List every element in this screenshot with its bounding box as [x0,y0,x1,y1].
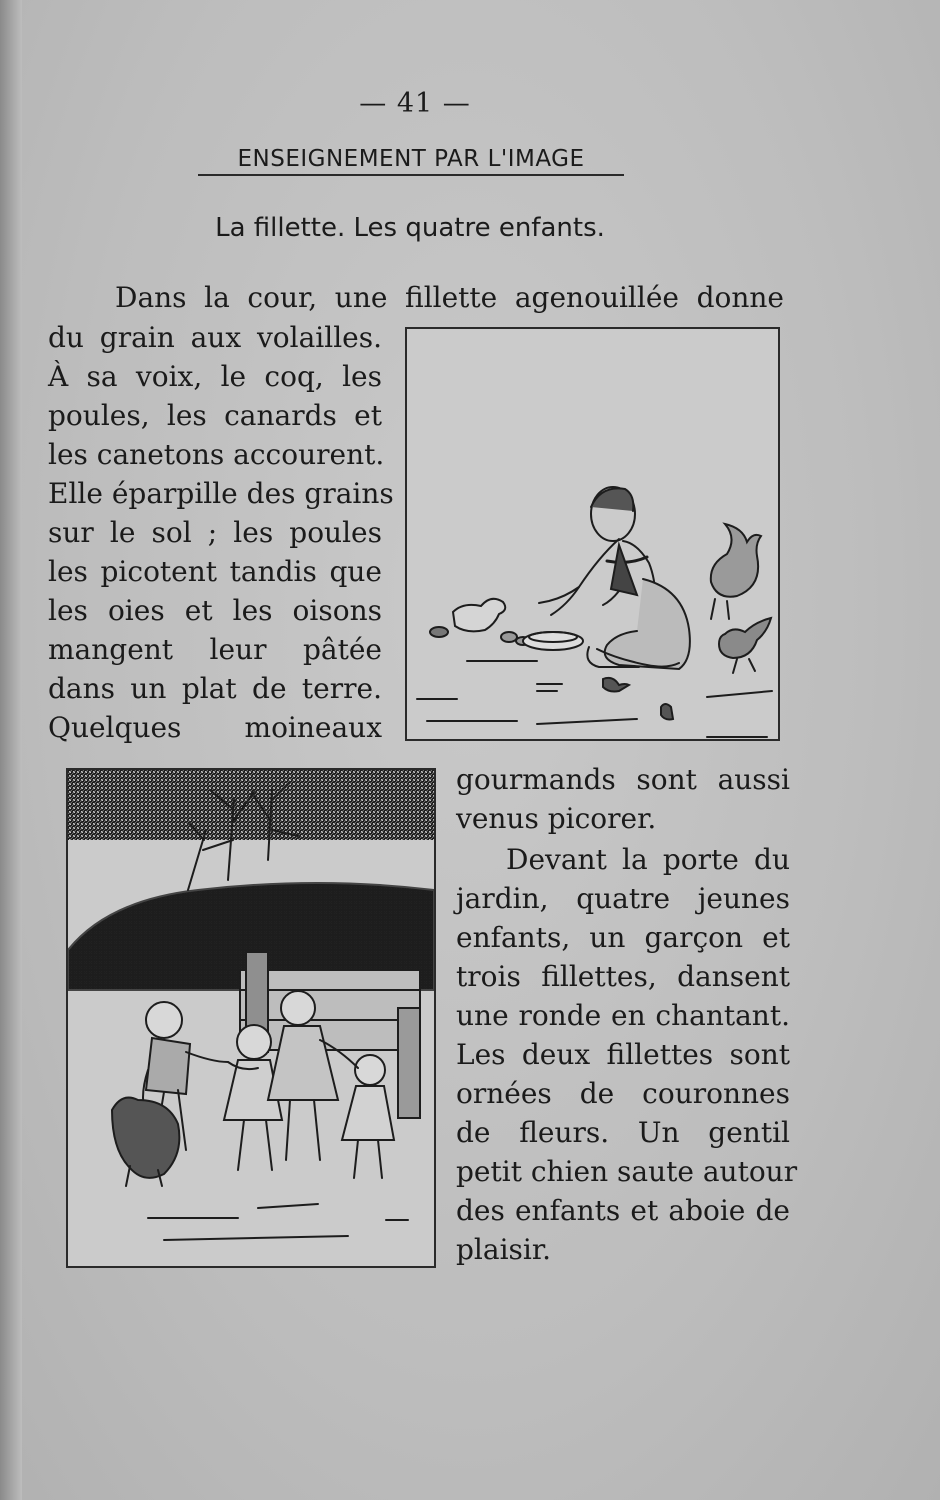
text-line: les oies et les oisons [48,594,382,627]
text-line: les canetons accourent. [48,438,385,471]
text-line: Quelques moineaux [48,711,382,744]
text-line: Devant la porte du [506,843,790,876]
text-line: poules, les canards et [48,399,382,432]
text-line: du grain aux volailles. [48,321,382,354]
text-line: de fleurs. Un gentil [456,1116,790,1149]
page-number: — 41 — [359,88,471,119]
text-line: Les deux fillettes sont [456,1038,790,1071]
text-line: ornées de couronnes [456,1077,790,1110]
text-line: dans un plat de terre. [48,672,382,705]
text-line: mangent leur pâtée [48,633,382,666]
text-line: Elle éparpille des grains [48,477,394,510]
text-line: plaisir. [456,1233,552,1266]
text-line: les picotent tandis que [48,555,382,588]
lesson-title: La fillette. Les quatre enfants. [215,213,605,243]
text-line: À sa voix, le coq, les [48,360,382,393]
text-line: sur le sol ; les poules [48,516,382,549]
girl-feeding-poultry-illustration [405,327,780,741]
text-line: des enfants et aboie de [456,1194,790,1227]
text-line: venus picorer. [456,802,657,835]
children-dancing-round-illustration [66,768,436,1268]
text-line: Dans la cour, une fillette agenouillée donne [115,281,784,314]
text-line: gourmands sont aussi [456,763,790,796]
text-line: trois fillettes, dansent [456,960,790,993]
text-line: une ronde en chantant. [456,999,790,1032]
text-line: enfants, un garçon et [456,921,790,954]
text-line: petit chien saute autour [456,1155,798,1188]
section-title: ENSEIGNEMENT PAR L'IMAGE [198,146,624,176]
text-line: jardin, quatre jeunes [456,882,790,915]
